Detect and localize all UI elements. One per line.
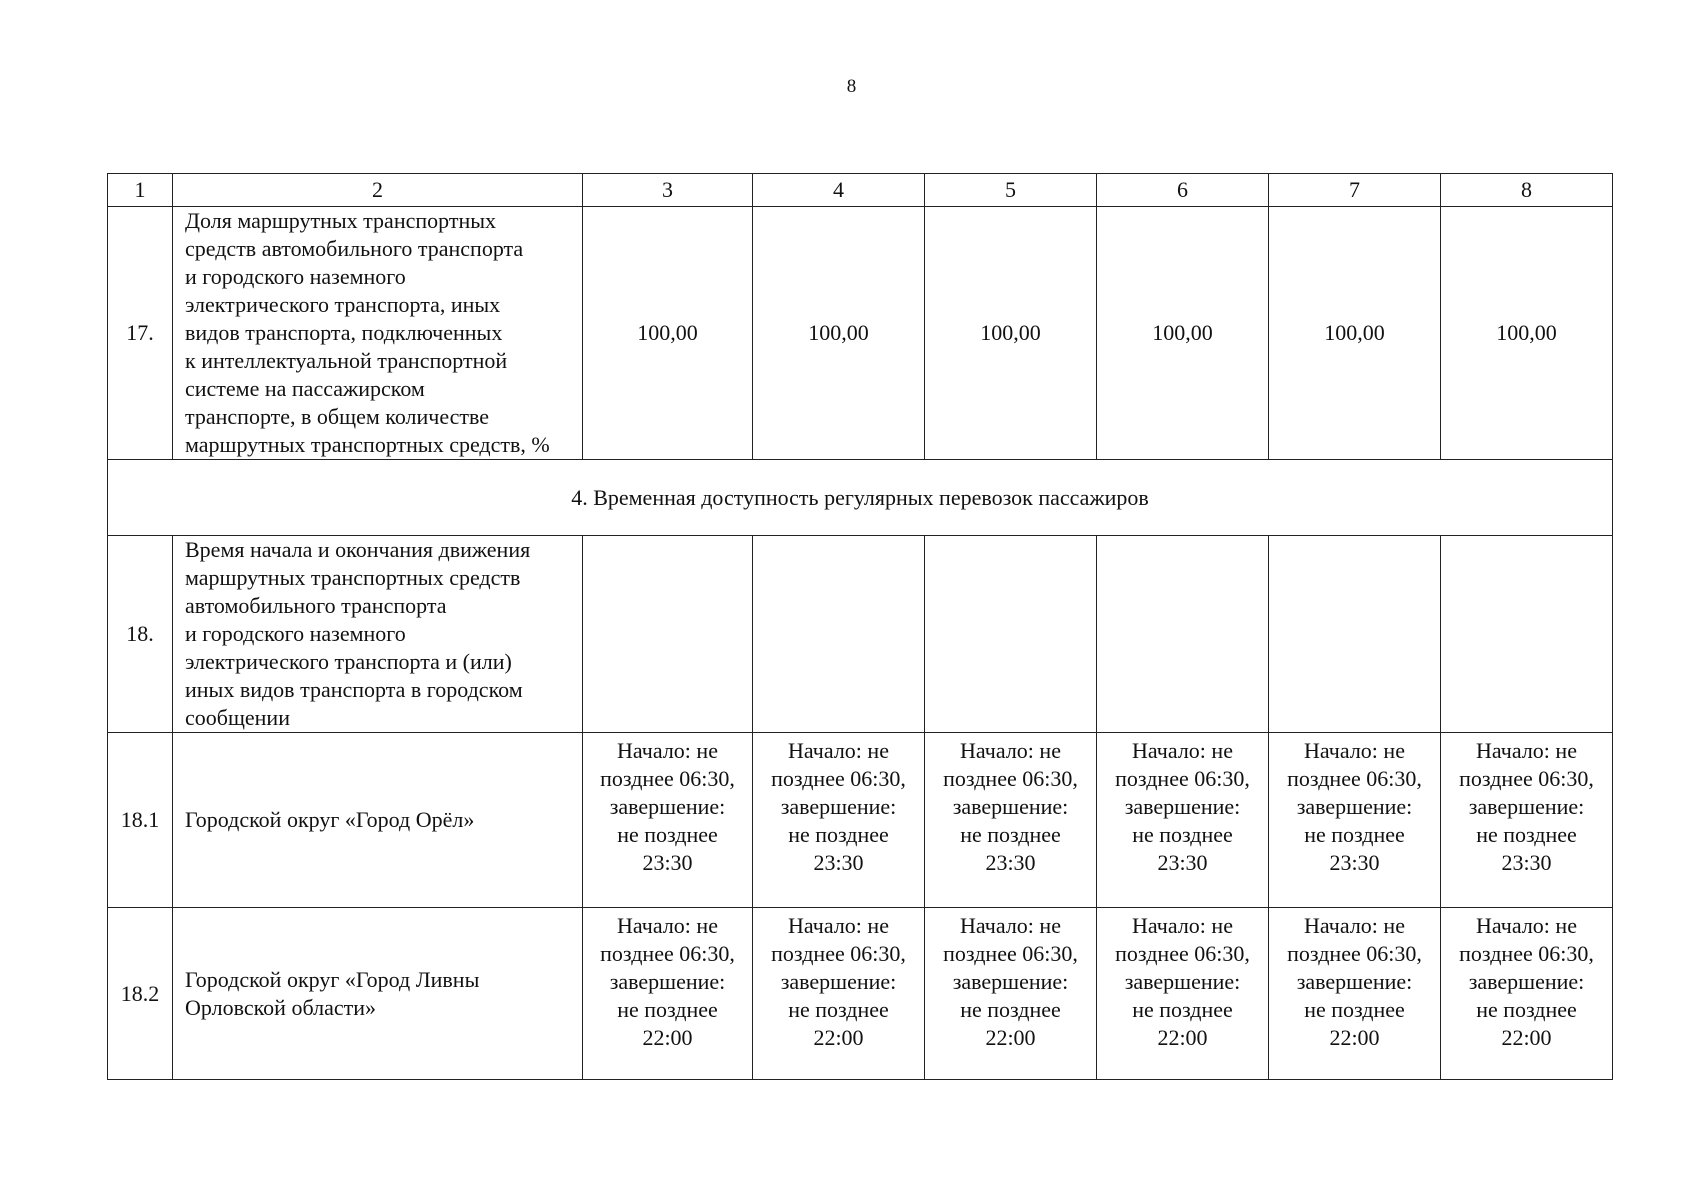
description-line: и городского наземного <box>185 264 406 289</box>
schedule-line: не позднее <box>960 822 1061 847</box>
table-row-17 <box>108 207 1613 460</box>
row-number: 18. <box>108 536 173 733</box>
schedule-cell <box>583 908 753 1080</box>
description-line: к интеллектуальной транспортной <box>185 348 508 373</box>
column-number-4: 4 <box>753 174 925 207</box>
schedule-line: не позднее <box>1132 997 1233 1022</box>
row-number: 18.2 <box>108 908 173 1080</box>
value-cell: 100,00 <box>1269 207 1441 460</box>
schedule-line: Начало: не <box>1304 913 1405 938</box>
schedule-line: позднее 06:30, <box>1287 941 1422 966</box>
value-cell: 100,00 <box>583 207 753 460</box>
empty-cell <box>753 536 925 733</box>
description-line: электрического транспорта, иных <box>185 292 501 317</box>
table-row-18-2 <box>108 908 1613 1080</box>
schedule-line: не позднее <box>617 997 718 1022</box>
description-line: Орловской области» <box>185 994 376 1020</box>
schedule-line: Начало: не <box>1132 913 1233 938</box>
column-number-6: 6 <box>1097 174 1269 207</box>
schedule-line: завершение: <box>952 794 1069 819</box>
description-line: Доля маршрутных транспортных <box>185 208 497 233</box>
schedule-line: Начало: не <box>617 738 718 763</box>
row-number: 17. <box>108 207 173 460</box>
schedule-line: Начало: не <box>960 738 1061 763</box>
schedule-line: позднее 06:30, <box>943 941 1078 966</box>
value-cell: 100,00 <box>1097 207 1269 460</box>
schedule-line: завершение: <box>952 969 1069 994</box>
schedule-cell <box>925 733 1097 908</box>
schedule-line: 22:00 <box>1501 1025 1552 1050</box>
indicators-table <box>107 173 1613 1080</box>
column-number-1: 1 <box>108 174 173 207</box>
schedule-line: 23:30 <box>1501 850 1552 875</box>
schedule-cell <box>1097 908 1269 1080</box>
row-description <box>173 536 583 733</box>
schedule-line: завершение: <box>780 969 897 994</box>
schedule-line: не позднее <box>1476 997 1577 1022</box>
value-cell: 100,00 <box>925 207 1097 460</box>
schedule-line: позднее 06:30, <box>600 766 735 791</box>
schedule-line: завершение: <box>1124 969 1241 994</box>
schedule-cell <box>583 733 753 908</box>
schedule-line: завершение: <box>1468 794 1585 819</box>
schedule-line: позднее 06:30, <box>1115 941 1250 966</box>
schedule-line: позднее 06:30, <box>600 941 735 966</box>
schedule-line: позднее 06:30, <box>771 941 906 966</box>
column-number-7: 7 <box>1269 174 1441 207</box>
schedule-line: 22:00 <box>813 1025 864 1050</box>
schedule-line: завершение: <box>1124 794 1241 819</box>
schedule-line: 22:00 <box>985 1025 1036 1050</box>
schedule-cell <box>1441 733 1613 908</box>
schedule-line: 22:00 <box>1329 1025 1380 1050</box>
schedule-line: позднее 06:30, <box>1459 766 1594 791</box>
schedule-line: позднее 06:30, <box>1459 941 1594 966</box>
row-description: Городской округ «Город Орёл» <box>173 733 583 908</box>
description-line: и городского наземного <box>185 621 406 646</box>
schedule-line: не позднее <box>788 997 889 1022</box>
schedule-cell <box>1097 733 1269 908</box>
description-line: маршрутных транспортных средств, % <box>185 432 550 457</box>
description-line: электрического транспорта и (или) <box>185 649 512 674</box>
schedule-line: не позднее <box>960 997 1061 1022</box>
schedule-cell <box>753 733 925 908</box>
description-line: маршрутных транспортных средств <box>185 565 521 590</box>
description-line: Городской округ «Город Ливны <box>185 966 480 992</box>
schedule-line: Начало: не <box>960 913 1061 938</box>
description-line: Время начала и окончания движения <box>185 537 531 562</box>
row-number: 18.1 <box>108 733 173 908</box>
row-description <box>173 207 583 460</box>
schedule-line: не позднее <box>1476 822 1577 847</box>
schedule-cell <box>1441 908 1613 1080</box>
description-line: системе на пассажирском <box>185 376 425 401</box>
table-row-18-1 <box>108 733 1613 908</box>
schedule-cell <box>1269 908 1441 1080</box>
value-cell: 100,00 <box>753 207 925 460</box>
schedule-line: позднее 06:30, <box>1287 766 1422 791</box>
schedule-line: позднее 06:30, <box>1115 766 1250 791</box>
schedule-line: не позднее <box>617 822 718 847</box>
empty-cell <box>1441 536 1613 733</box>
schedule-line: завершение: <box>609 969 726 994</box>
description-line: транспорте, в общем количестве <box>185 404 490 429</box>
empty-cell <box>583 536 753 733</box>
schedule-line: 23:30 <box>1329 850 1380 875</box>
description-line: автомобильного транспорта <box>185 593 447 618</box>
schedule-cell <box>1269 733 1441 908</box>
row-description <box>173 908 583 1080</box>
column-number-5: 5 <box>925 174 1097 207</box>
schedule-line: позднее 06:30, <box>943 766 1078 791</box>
schedule-line: 23:30 <box>985 850 1036 875</box>
schedule-line: Начало: не <box>788 913 889 938</box>
schedule-line: Начало: не <box>617 913 718 938</box>
schedule-line: не позднее <box>1304 822 1405 847</box>
schedule-line: позднее 06:30, <box>771 766 906 791</box>
schedule-line: Начало: не <box>1132 738 1233 763</box>
schedule-line: 23:30 <box>1157 850 1208 875</box>
section-title: 4. Временная доступность регулярных перевозок пассажиров <box>108 460 1613 536</box>
section-header-row <box>108 460 1613 536</box>
empty-cell <box>1269 536 1441 733</box>
description-line: видов транспорта, подключенных <box>185 320 503 345</box>
empty-cell <box>1097 536 1269 733</box>
column-number-3: 3 <box>583 174 753 207</box>
description-line: сообщении <box>185 705 290 730</box>
empty-cell <box>925 536 1097 733</box>
schedule-line: завершение: <box>609 794 726 819</box>
column-number-row <box>108 174 1613 207</box>
schedule-line: завершение: <box>1468 969 1585 994</box>
page-number: 8 <box>846 76 857 97</box>
description-line: иных видов транспорта в городском <box>185 677 523 702</box>
schedule-line: Начало: не <box>1476 913 1577 938</box>
column-number-2: 2 <box>173 174 583 207</box>
schedule-line: 22:00 <box>1157 1025 1208 1050</box>
schedule-line: не позднее <box>1132 822 1233 847</box>
schedule-cell <box>925 908 1097 1080</box>
value-cell: 100,00 <box>1441 207 1613 460</box>
schedule-line: Начало: не <box>788 738 889 763</box>
schedule-line: 23:30 <box>642 850 693 875</box>
table-row-18 <box>108 536 1613 733</box>
schedule-line: Начало: не <box>1304 738 1405 763</box>
description-line: средств автомобильного транспорта <box>185 236 524 261</box>
schedule-line: завершение: <box>1296 794 1413 819</box>
schedule-line: 23:30 <box>813 850 864 875</box>
schedule-line: не позднее <box>1304 997 1405 1022</box>
schedule-line: Начало: не <box>1476 738 1577 763</box>
schedule-line: завершение: <box>1296 969 1413 994</box>
schedule-line: 22:00 <box>642 1025 693 1050</box>
column-number-8: 8 <box>1441 174 1613 207</box>
schedule-line: завершение: <box>780 794 897 819</box>
schedule-cell <box>753 908 925 1080</box>
schedule-line: не позднее <box>788 822 889 847</box>
